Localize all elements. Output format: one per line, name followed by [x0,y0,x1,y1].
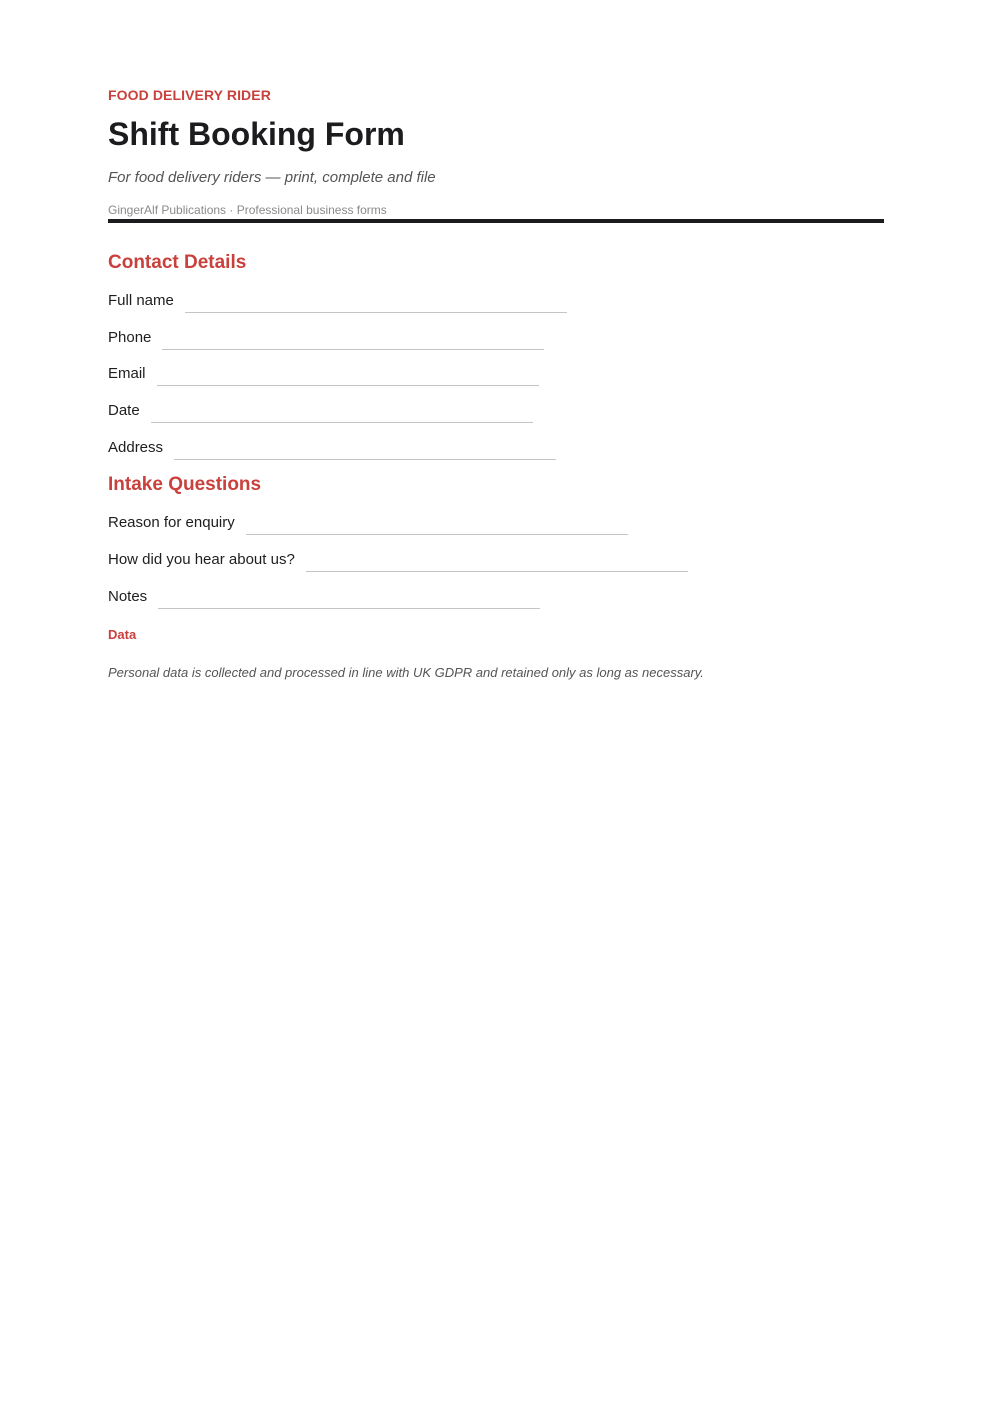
field-reason [108,511,628,533]
page-subtitle: For food delivery riders — print, complete and file [108,169,436,186]
field-date [108,399,533,421]
address-input-line[interactable] [174,459,556,460]
field-label: Notes [108,588,148,605]
form-category: FOOD DELIVERY RIDER [108,87,271,103]
section-heading-contact: Contact Details [108,252,247,273]
notes-input-line[interactable] [158,608,540,609]
header-divider [108,219,884,223]
section-heading-intake: Intake Questions [108,474,262,495]
publisher-line: GingerAlf Publications · Professional business forms [108,203,387,217]
data-notice-text: Personal data is collected and processed in line with UK GDPR and retained only as long as necessary. [108,665,704,680]
data-heading: Data [108,627,137,642]
full-name-input-line[interactable] [185,312,567,313]
field-full-name [108,289,567,311]
field-label: Date [108,402,140,419]
field-label: Reason for enquiry [108,514,235,531]
field-address [108,436,556,458]
reason-input-line[interactable] [246,534,628,535]
email-input-line[interactable] [157,385,539,386]
field-referral-source [108,548,688,570]
field-label: Full name [108,292,174,309]
field-label: Email [108,365,146,382]
field-label: Address [108,439,164,456]
phone-input-line[interactable] [162,349,544,350]
page-title: Shift Booking Form [108,116,405,152]
date-input-line[interactable] [151,422,533,423]
field-notes [108,585,540,607]
field-email [108,362,539,384]
field-label: How did you hear about us? [108,551,295,568]
field-label: Phone [108,329,152,346]
field-phone [108,326,544,348]
referral-source-input-line[interactable] [306,571,688,572]
